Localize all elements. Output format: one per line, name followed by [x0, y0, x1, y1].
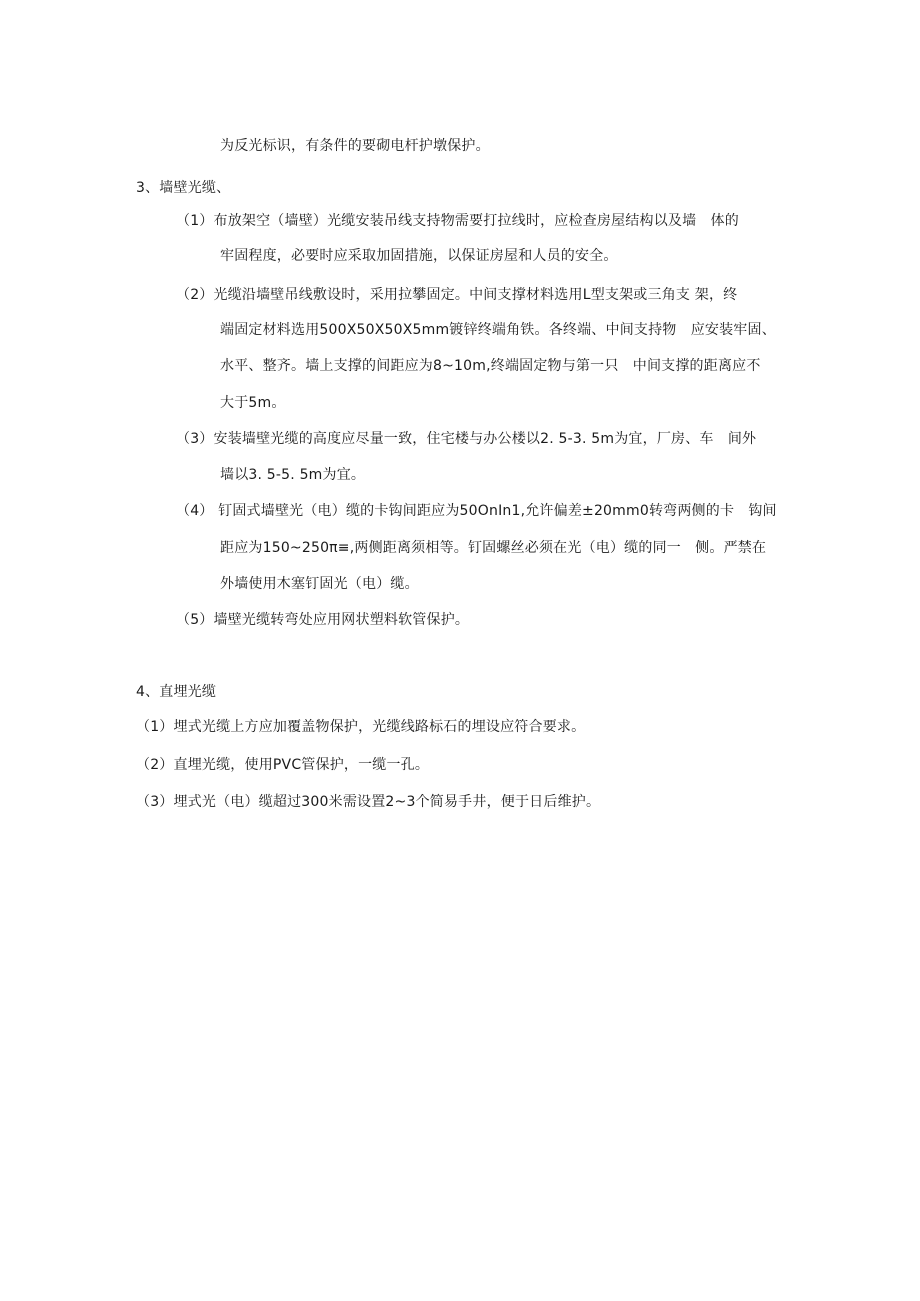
section-4-item-2: （2）直埋光缆，使用PVC管保护，一缆一孔。: [136, 757, 430, 773]
section-3-item-3-line-2: 墙以3. 5-5. 5m为宜。: [220, 467, 366, 483]
section-3-item-3-line-1: （3）安装墙壁光缆的高度应尽量一致，住宅楼与办公楼以2. 5-3. 5m为宜，厂房、车 间外: [176, 431, 757, 447]
section-4-item-3: （3）埋式光（电）缆超过300米需设置2~3个简易手井，便于日后维护。: [136, 794, 601, 810]
section-3-item-4-line-1: （4） 钉固式墙壁光（电）缆的卡钩间距应为50OnIn1,允许偏差±20mm0转弯两侧的卡 钩间: [176, 503, 777, 519]
section-3-item-2-line-3: 水平、整齐。墙上支撑的间距应为8~10m,终端固定物与第一只 中间支撑的距离应不: [220, 358, 761, 374]
section-3-item-2-line-4: 大于5m。: [220, 395, 286, 411]
continuation-line: 为反光标识，有条件的要砌电杆护墩保护。: [220, 138, 490, 154]
section-3-heading: 3、墙壁光缆、: [136, 180, 231, 196]
section-3-item-4-line-3: 外墙使用木塞钉固光（电）缆。: [220, 576, 419, 592]
section-3-item-1-line-1: （1）布放架空（墙壁）光缆安装吊线支持物需要打拉线时，应检查房屋结构以及墙 体的: [176, 213, 739, 229]
section-3-item-4-line-2: 距应为150~250π≡,两侧距离须相等。钉固螺丝必须在光（电）缆的同一 侧。严禁在: [220, 540, 767, 556]
section-3-item-5-line-1: （5）墙壁光缆转弯处应用网状塑料软管保护。: [176, 612, 470, 628]
section-3-item-1-line-2: 牢固程度，必要时应采取加固措施，以保证房屋和人员的安全。: [220, 248, 618, 264]
section-4-item-1: （1）埋式光缆上方应加覆盖物保护，光缆线路标石的埋设应符合要求。: [136, 719, 586, 735]
section-3-item-2-line-1: （2）光缆沿墙壁吊线敷设时，采用拉攀固定。中间支撑材料选用L型支架或三角支 架，终: [176, 287, 738, 303]
section-4-heading: 4、直埋光缆: [136, 684, 217, 700]
section-3-item-2-line-2: 端固定材料选用500X50X50X5mm镀锌终端角铁。各终端、中间支持物 应安装牢固、: [220, 322, 776, 338]
